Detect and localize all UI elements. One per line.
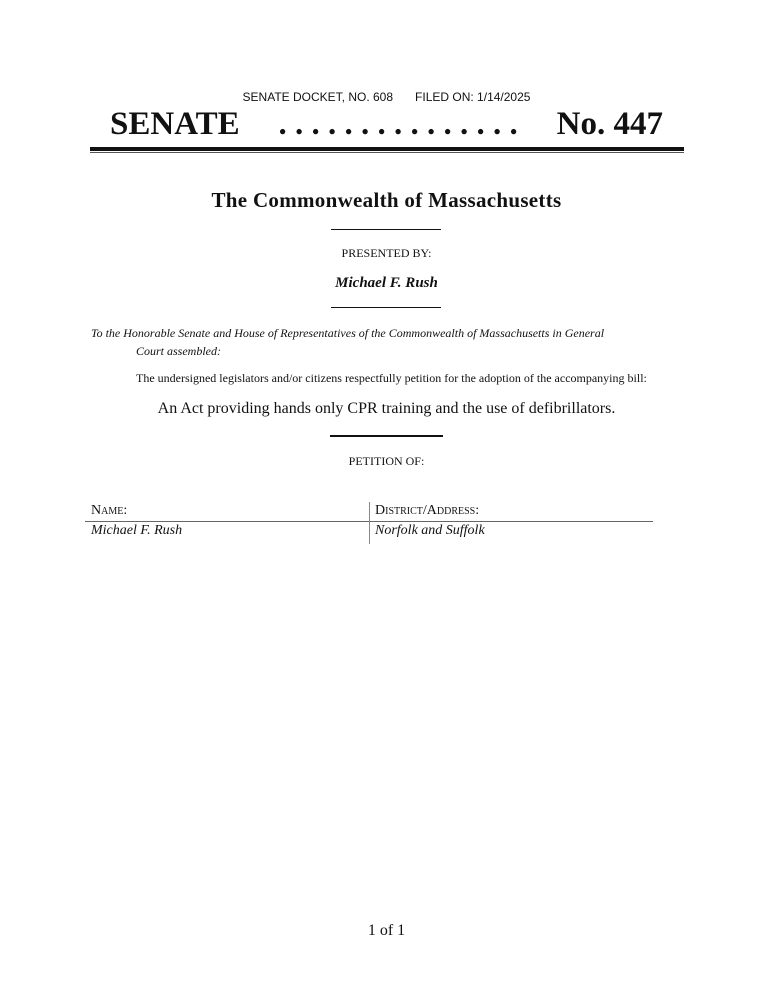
column-header-district: District/Address: bbox=[375, 503, 480, 518]
commonwealth-title: The Commonwealth of Massachusetts bbox=[211, 188, 562, 212]
petition-statement: The undersigned legislators and/or citizens respectfully petition for the adoption of the accompanying bill: bbox=[136, 371, 647, 385]
leader-dots: . . . . . . . . . . . . . . . bbox=[278, 106, 518, 142]
petitioner-name: Michael F. Rush bbox=[91, 523, 183, 538]
page-number: 1 of 1 bbox=[367, 922, 406, 939]
presenter-name: Michael F. Rush bbox=[335, 275, 438, 291]
address-line: To the Honorable Senate and House of Representatives of the Commonwealth of Massachusetts in General bbox=[91, 326, 605, 340]
presented-by-label: PRESENTED BY: bbox=[341, 246, 432, 260]
divider bbox=[331, 307, 441, 308]
chamber-name: SENATE bbox=[110, 106, 240, 142]
address-line: Court assembled: bbox=[136, 344, 221, 358]
bill-number: No. 447 bbox=[556, 106, 663, 142]
docket-number: SENATE DOCKET, NO. 608 bbox=[242, 90, 394, 104]
docket-line bbox=[0, 90, 773, 104]
column-header-name: Name: bbox=[91, 503, 128, 518]
petitioner-district: Norfolk and Suffolk bbox=[375, 523, 485, 538]
divider bbox=[331, 229, 441, 230]
petition-of-label: PETITION OF: bbox=[348, 454, 425, 468]
table-column-divider bbox=[369, 502, 370, 544]
filed-date: FILED ON: 1/14/2025 bbox=[415, 90, 531, 104]
heading-rule-thin bbox=[90, 152, 684, 153]
address-to-court bbox=[91, 324, 651, 360]
bill-heading bbox=[110, 106, 663, 146]
heading-rule bbox=[90, 147, 684, 151]
act-title: An Act providing hands only CPR training and the use of defibrillators. bbox=[157, 400, 616, 417]
divider bbox=[330, 435, 443, 437]
